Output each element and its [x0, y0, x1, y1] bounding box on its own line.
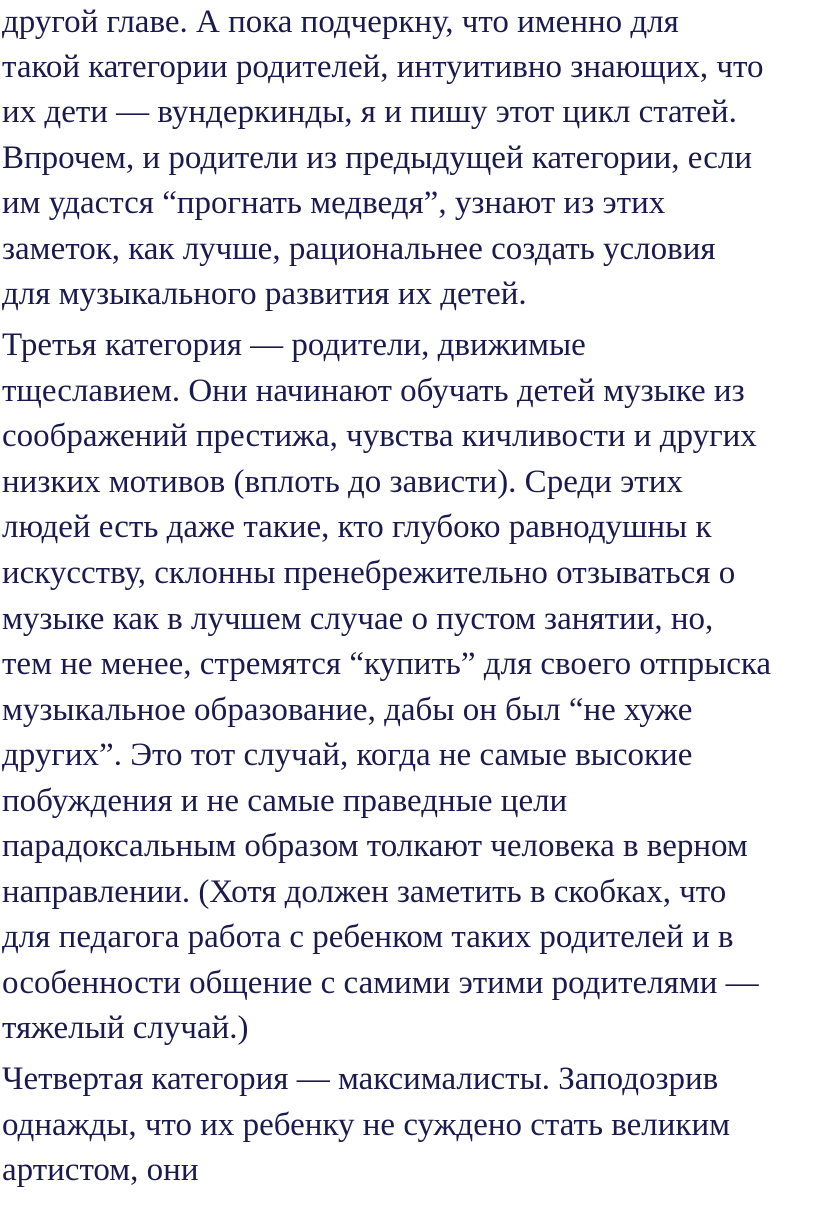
text-line: людей есть даже такие, кто глубоко равнодушны к — [2, 509, 712, 545]
text-line: направлении. (Хотя должен заметить в скобках, что — [2, 874, 727, 910]
text-line: такой категории родителей, интуитивно знающих, что — [2, 49, 764, 85]
text-line: тем не менее, стремятся “купить” для своего отпрыска — [2, 646, 772, 682]
text-line: артистом, они — [2, 1152, 199, 1188]
text-line: для педагога работа с ребенком таких родителей и в — [2, 919, 734, 955]
text-line: особенности общение с самими этими родителями — — [2, 965, 759, 1001]
text-line: Третья категория — родители, движимые — [2, 327, 586, 363]
text-line: Впрочем, и родители из предыдущей категории, если — [2, 140, 753, 176]
text-line: других”. Это тот случай, когда не самые высокие — [2, 737, 693, 773]
text-line: заметок, как лучше, рациональнее создать условия — [2, 231, 716, 267]
text-line: музыке как в лучшем случае о пустом занятии, но, — [2, 601, 714, 637]
text-line: соображений престижа, чувства кичливости и других — [2, 418, 757, 454]
text-line: им удастся “прогнать медведя”, узнают из этих — [2, 185, 666, 221]
text-line: тяжелый случай.) — [2, 1010, 249, 1046]
text-line: парадоксальным образом толкают человека в верном — [2, 828, 748, 864]
text-line: побуждения и не самые праведные цели — [2, 783, 568, 819]
text-line: однажды, что их ребенку не суждено стать великим — [2, 1107, 730, 1143]
text-line: музыкальное образование, дабы он был “не хуже — [2, 692, 693, 728]
text-line: тщеславием. Они начинают обучать детей музыке из — [2, 373, 745, 409]
text-line: другой главе. А пока подчеркну, что именно для — [2, 4, 679, 40]
text-line: Четвертая категория — максималисты. Заподозрив — [2, 1061, 719, 1097]
text-line: искусству, склонны пренебрежительно отзываться о — [2, 555, 736, 591]
text-line: низких мотивов (вплоть до зависти). Среди этих — [2, 464, 683, 500]
text-line: их дети — вундеркинды, я и пишу этот цикл статей. — [2, 94, 737, 130]
text-line: для музыкального развития их детей. — [2, 276, 527, 312]
